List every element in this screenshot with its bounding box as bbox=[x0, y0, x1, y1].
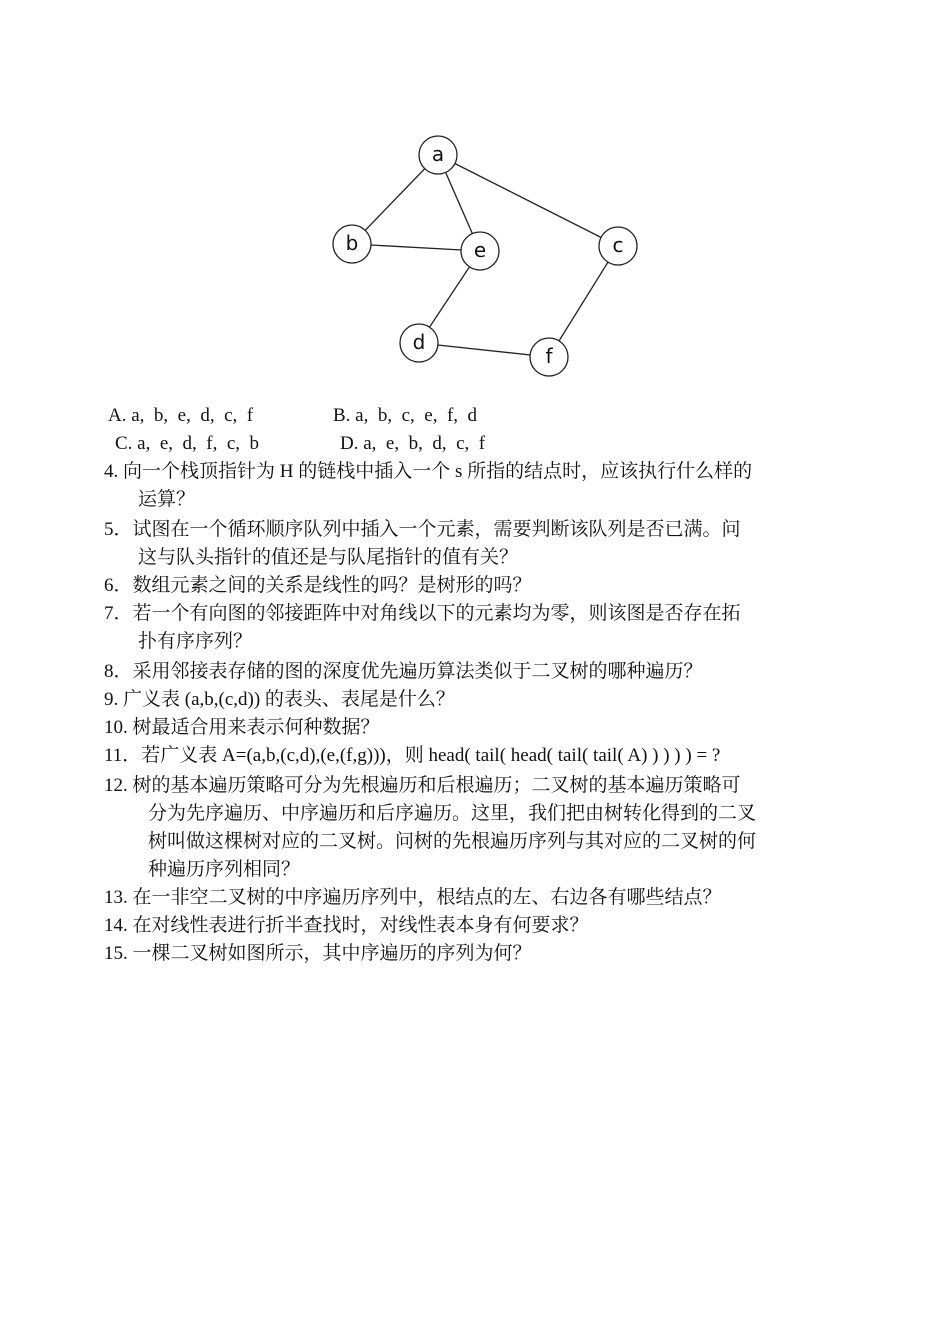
node-c-label: c bbox=[612, 233, 624, 257]
question-4-line2: 运算？ bbox=[138, 489, 196, 510]
node-f bbox=[530, 338, 568, 376]
node-d bbox=[400, 324, 438, 362]
node-a bbox=[419, 136, 457, 174]
question-5-line1: 5．试图在一个循环顺序队列中插入一个元素，需要判断该队列是否已满。问 bbox=[104, 519, 741, 540]
node-b bbox=[333, 225, 371, 263]
question-6: 6．数组元素之间的关系是线性的吗？是树形的吗？ bbox=[104, 575, 532, 596]
option-a: A. a, b, e, d, c, f bbox=[108, 405, 254, 426]
node-e-label: e bbox=[473, 238, 487, 262]
question-7-line2: 扑有序序列？ bbox=[138, 631, 253, 652]
question-12-line4: 种遍历序列相同？ bbox=[148, 859, 301, 880]
question-15: 15. 一棵二叉树如图所示，其中序遍历的序列为何？ bbox=[104, 943, 532, 964]
question-11: 11．若广义表 A=(a,b,(c,d),(e,(f,g)))，则 head( tail( head( tail( tail( A) ) ) ) ) = ? bbox=[104, 745, 721, 766]
option-b: B. a, b, c, e, f, d bbox=[333, 405, 478, 426]
node-a-label: a bbox=[431, 142, 445, 166]
node-f-label: f bbox=[545, 344, 553, 368]
node-b-label: b bbox=[345, 231, 359, 255]
node-d-label: d bbox=[412, 330, 426, 354]
edge-a-c bbox=[438, 155, 618, 246]
option-d: D. a, e, b, d, c, f bbox=[340, 433, 486, 454]
question-5-line2: 这与队头指针的值还是与队尾指针的值有关？ bbox=[138, 547, 519, 568]
question-9: 9. 广义表 (a,b,(c,d)) 的表头、表尾是什么？ bbox=[104, 689, 455, 710]
node-e bbox=[461, 232, 499, 270]
question-10: 10. 树最适合用来表示何种数据？ bbox=[104, 717, 380, 738]
question-13: 13. 在一非空二叉树的中序遍历序列中，根结点的左、右边各有哪些结点？ bbox=[104, 887, 722, 908]
question-8: 8．采用邻接表存储的图的深度优先遍历算法类似于二叉树的哪种遍历？ bbox=[104, 661, 703, 682]
question-12-line2: 分为先序遍历、中序遍历和后序遍历。这里，我们把由树转化得到的二叉 bbox=[148, 803, 757, 824]
question-12-line3: 树叫做这棵树对应的二叉树。问树的先根遍历序列与其对应的二叉树的何 bbox=[148, 831, 757, 852]
question-4-line1: 4. 向一个栈顶指针为 H 的链栈中插入一个 s 所指的结点时，应该执行什么样的 bbox=[104, 461, 753, 482]
node-c bbox=[599, 227, 637, 265]
question-12-line1: 12. 树的基本遍历策略可分为先根遍历和后根遍历；二叉树的基本遍历策略可 bbox=[104, 775, 741, 796]
question-14: 14. 在对线性表进行折半查找时，对线性表本身有何要求？ bbox=[104, 915, 589, 936]
graph-figure bbox=[320, 125, 660, 390]
question-7-line1: 7．若一个有向图的邻接距阵中对角线以下的元素均为零，则该图是否存在拓 bbox=[104, 603, 741, 624]
option-c: C. a, e, d, f, c, b bbox=[115, 433, 260, 454]
